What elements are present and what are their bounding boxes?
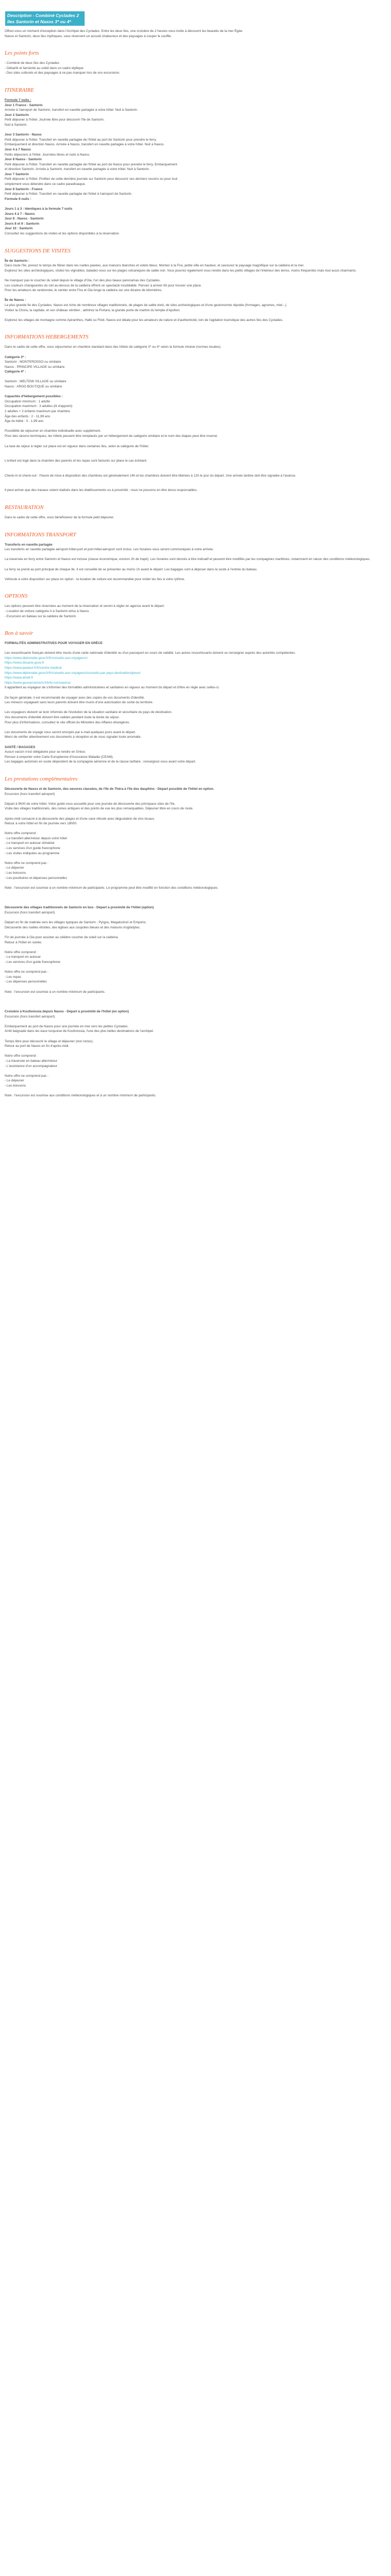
- bonavoir-link[interactable]: https://www.ameli.fr: [5, 676, 34, 680]
- bonavoir-link[interactable]: https://www.gouvernement.fr/info-coronavirus: [5, 681, 71, 685]
- bonavoir-heading: Bon à savoir: [5, 630, 34, 637]
- bonavoir-text: Les documents de voyage vous seront envoyés par e-mail quelques jours avant le départ.: [5, 730, 136, 734]
- suggestions: [5, 259, 384, 323]
- prestations-croisiere: [5, 1009, 384, 1098]
- itinerary-days-line: Jours 1 à 3 : Identiques à la formule 7 nuits: [5, 207, 73, 211]
- intro-line: Offrez-vous un moment d'exception dans l'Archipel des Cyclades. Entre les deux îles, une croisière de 2 heures vous invite à découvrir les beautés de la mer Égée.: [5, 29, 243, 33]
- excluded-head: Notre offre ne comprend pas :: [5, 861, 48, 865]
- hotels-line: Pour des raisons techniques, les hôtels peuvent être remplacés par un hébergement de catégorie similaire et le nom des étapes peut être inversé.: [5, 434, 218, 438]
- croisiere-text: Arrêt baignade dans les eaux turquoise de Koufonissia, l'une des plus belles destinations de l'archipel.: [5, 1029, 154, 1033]
- list-item: - Combiné de deux îles des Cyclades: [5, 61, 59, 65]
- intro-line: Naxos et Santorin, deux îles mythiques, vous réservent un accueil chaleureux et des paysages à couper le souffle.: [5, 34, 172, 38]
- itinerary-days-line: Jours 8 et 9 : Santorin: [5, 222, 40, 226]
- included-item: - Les services d'un guide francophone: [5, 846, 60, 851]
- included-item: - Le transport en autocar: [5, 955, 41, 959]
- hotels-line: Capacités d'hébergement possibles :: [5, 395, 63, 399]
- itinerary-days-line: Jour 8 Santorin - France: [5, 187, 43, 191]
- excluded-item: - Le déjeuner: [5, 866, 24, 870]
- excluded-item: - Les dépenses personnelles: [5, 980, 47, 984]
- points-list: [5, 61, 384, 76]
- prestations-sub: Excursion (hors transfert aéroport): [5, 792, 55, 796]
- included-item: - Le transport en autocar climatisé: [5, 841, 55, 845]
- intro: [5, 29, 384, 39]
- hotels-line: Dans le cadre de cette offre, vous séjournerez en chambre standard dans des hôtels de catégorie 3* ou 4* selon la formule choisie (normes locales).: [5, 345, 222, 349]
- suggestions-line: Ne manquez pas le coucher du soleil depuis le village d'Oia, l'un des plus beaux panoramas des Cyclades.: [5, 278, 161, 282]
- hotels-line: Occupation maximum : 3 adultes (lit d'appoint): [5, 404, 73, 409]
- transport-text: Véhicule à votre disposition sur place en option : la location de voiture est recommandée pour visiter les îles à votre rythme.: [5, 577, 185, 581]
- bonavoir-link[interactable]: https://www.diplomatie.gouv.fr/fr/conseils-aux-voyageurs/: [5, 656, 88, 660]
- itinerary-days-line: Jour 2 Santorin: [5, 113, 29, 117]
- hotels-notes: [5, 444, 384, 493]
- croisiere-note: Note : l'excursion est soumise aux conditions météorologiques et à un nombre minimum de participants.: [5, 1094, 156, 1098]
- list-item: - Débarfé et farniente au soleil dans un cadre idyllique: [5, 66, 84, 70]
- itinerary-days-line: Jour 1 France - Santorin: [5, 103, 43, 107]
- content: [0, 29, 384, 1098]
- itinerary-days-line: Petit déjeuner à l'hôtel. Profitez de cette dernière journée sur Santorin pour découvrir ses derniers recoins ou pour tout: [5, 177, 177, 181]
- sunset-text: Fin de journée à Oia pour assister au célèbre coucher de soleil sur la caldeira.: [5, 935, 119, 939]
- excluded-item: - Les repas: [5, 975, 21, 979]
- itinerary-days-line: Jour 10 : Santorin: [5, 227, 33, 231]
- hotels-line: Catégorie 4* :: [5, 370, 26, 374]
- bonavoir-text: De façon générale, il est recommandé de voyager avec des copies de vos documents d'identité.: [5, 696, 145, 700]
- itinerary-days-line: Jour 3 Santorin - Naxos: [5, 133, 42, 137]
- croisiere-text: Retour au port de Naxos en fin d'après-midi.: [5, 1044, 70, 1048]
- excluded-item: - Les pourboires et dépenses personnelles: [5, 876, 67, 880]
- prestations-text: Visite des villages traditionnels, des ruines antiques et des points de vue les plus remarquables. Déjeuner libre en cours de route.: [5, 807, 193, 811]
- itinerary-days-line: Petit déjeuner à l'hôtel. Transfert en navette partagée de l'hôtel à l'aéroport de Santorin.: [5, 192, 133, 196]
- bonavoir-text: Vos documents d'identité doivent être valides pendant toute la durée du séjour.: [5, 716, 120, 719]
- excluded-head: Notre offre ne comprend pas :: [5, 970, 48, 974]
- options-text: Les options peuvent être réservées au moment de la réservation et seront à régler en agence avant le départ.: [5, 604, 165, 608]
- hotels-line: 2 adultes + 2 enfants maximum par chambre: [5, 410, 70, 414]
- suggestions-line: Explorez les sites archéologiques, visitez les vignobles, baladez-vous sur les plages volcaniques de sable noir. Vous pourrez également vous rendre dans les petits villages de l'intérieur des terres, moins fréquentés mais tout aussi charmants.: [5, 268, 357, 273]
- hotels-line: Santorin : MONTEROSSO ou similaire: [5, 360, 61, 364]
- sunset-text: Départ en fin de matinée vers les villages typiques de Santorin : Pyrgos, Megalochori et Emporio.: [5, 921, 146, 925]
- transport-subtitle: Transferts en navette partagée: [5, 543, 53, 547]
- itinerary-days-line: Jour 8 Naxos - Santorin: [5, 158, 42, 162]
- bonavoir-link[interactable]: https://www.douane.gouv.fr: [5, 661, 44, 665]
- included-head: Notre offre comprend :: [5, 950, 38, 954]
- sunset-note: Note : l'excursion est soumise à un nombre minimum de participants.: [5, 990, 106, 994]
- croisiere-text: Temps libre pour découvrir le village et déjeuner (non inclus).: [5, 1039, 94, 1043]
- included-item: - Les services d'un guide francophone: [5, 960, 60, 964]
- bonavoir: [5, 641, 384, 765]
- excluded-item: - Le déjeuner: [5, 1079, 24, 1083]
- included-head: Notre offre comprend :: [5, 1054, 38, 1058]
- itinerary-days: [5, 103, 384, 236]
- page-banner: Description - Combiné Cyclades 2 îles Santorin et Naxos 3* ou 4*: [5, 11, 85, 26]
- hotels-line: Santorin : MELTEMI VILLAGE ou similaire: [5, 380, 67, 384]
- excluded-item: - Les boissons: [5, 871, 26, 875]
- restauration: [5, 515, 384, 520]
- hotels-line: Possibilité de séjourner en chambre individuelle avec supplément.: [5, 429, 101, 433]
- itinerary: [5, 98, 384, 236]
- itinerary-days-line: simplement vous détendre dans ce cadre paradisiaque.: [5, 182, 86, 187]
- itinerary-days-line: Petits déjeuners à l'hôtel. Journées libres et nuits à Naxos.: [5, 152, 90, 157]
- bonavoir-text: Les voyageurs doivent se tenir informés de l'évolution de la situation sanitaire et sécuritaire du pays de destination.: [5, 710, 172, 715]
- prestations-text: Retour à votre hôtel en fin de journée vers 18h00.: [5, 822, 77, 826]
- list-item: - Des sites culturels et des paysages à ne pas manquer lors de vos excursions: [5, 71, 120, 75]
- bonavoir-sante-text: Pensez à emporter votre Carte Européenne d'Assurance Maladie (CEAM).: [5, 755, 114, 759]
- options-heading: OPTIONS: [5, 593, 28, 600]
- prestations-title: Découverte de Naxos et de Santorin, des oeuvres classées, de l'île de Théra à l'île des dauphins - Départ possible de l'hôtel en option.: [5, 787, 215, 791]
- itinerary-days-line: Petit déjeuner à l'hôtel. Journée libre pour découvrir l'île de Santorin.: [5, 118, 105, 122]
- suggestions-line: Île de Naxos :: [5, 298, 26, 302]
- hotels-taxe: La taxe de séjour à régler sur place est en vigueur dans certaines îles, selon la catégorie de l'hôtel.: [5, 444, 149, 448]
- hotels-travaux: Il peut arriver que des travaux soient réalisés dans les établissements ou à proximité ; nous ne pouvons en être tenus responsables.: [5, 488, 198, 493]
- bonavoir-text: Pour plus d'informations, consultez le site officiel du Ministère des Affaires étrangères.: [5, 720, 130, 724]
- itinerary-label: Formule 7 nuits :: [5, 98, 31, 102]
- suggestions-line: Île de Santorin :: [5, 259, 29, 263]
- restauration-text: Dans le cadre de cette offre, vous bénéficierez de la formule petit déjeuner.: [5, 515, 115, 519]
- transport-heading: INFORMATIONS TRANSPORT: [5, 531, 76, 538]
- sunset-text: Découverte des ruelles étroites, des églises aux coupoles bleues et des maisons troglodytes.: [5, 925, 141, 929]
- itinerary-heading: ITINERAIRE: [5, 87, 34, 93]
- croisiere-text: Embarquement au port de Naxos pour une journée en mer vers les petites Cyclades.: [5, 1024, 129, 1028]
- itinerary-days-line: Nuit à Santorin.: [5, 123, 28, 127]
- suggestions-heading: SUGGESTIONS DE VISITES: [5, 247, 71, 254]
- excluded-item: - Les boissons: [5, 1084, 26, 1088]
- itinerary-days-line: Arrivée à l'aéroport de Santorin, transfert en navette partagée à votre hôtel. Nuit à Santorin.: [5, 108, 138, 112]
- sunset-title: Découverte des villages traditionnels de Santorin en bus - Départ à proximité de l'hôtel (option): [5, 906, 154, 910]
- itinerary-days-line: Jours 4 à 7 : Naxos: [5, 212, 35, 216]
- bonavoir-text: Il appartient au voyageur de s'informer des formalités administratives et sanitaires en vigueur au moment du départ et d'être en règle avec celles-ci.: [5, 686, 220, 690]
- hotels-check: Check-in et check-out : l'heure de mise à disposition des chambres est généralement 14h et les chambres doivent être libérées à 12h le jour du départ. Une arrivée tardive doit être signalée à l'avance.: [5, 473, 297, 478]
- suggestions-line: Explorez les villages de montagne comme Apiranthos, Halki ou Filoti. Naxos est idéale pour les amateurs de nature et d'authenticité, loin de l'agitation touristique des autres îles des Cyclades.: [5, 318, 283, 322]
- options-text: - Location de voiture catégorie A à Santorin et/ou à Naxos: [5, 609, 89, 613]
- included-item: - Les visites indiquées au programme: [5, 851, 60, 855]
- bonavoir-link[interactable]: https://www.diplomatie.gouv.fr/fr/conseils-aux-voyageurs/conseils-par-pays-destination/grece/: [5, 671, 141, 675]
- options-text: - Excursion en bateau sur la caldeira de Santorin: [5, 614, 76, 618]
- bonavoir-text: Les ressortissants français doivent être munis d'une carte nationale d'identité ou d'un passeport en cours de validité. Les autres ressortissants doivent se renseigner auprès des autorités compétentes.: [5, 651, 296, 655]
- bonavoir-head: FORMALITÉS ADMINISTRATIVES POUR VOYAGER EN GRÈCE: [5, 641, 103, 646]
- hotels: [5, 345, 384, 438]
- hotels-line: Naxos : PRINCIPE VILLAGE ou similaire: [5, 365, 65, 369]
- bonavoir-sante-head: SANTÉ / BAGAGES: [5, 745, 36, 749]
- hotels-line: Âge du bébé : 0 - 1,99 ans: [5, 419, 44, 423]
- sunset-sub: Excursion (hors transfert aéroport): [5, 911, 55, 914]
- hotels-line: Âge des enfants : 2 - 11,99 ans: [5, 414, 51, 418]
- itinerary-days-line: Formule 9 nuits :: [5, 197, 31, 201]
- points-heading: Les points forts: [5, 50, 39, 57]
- restauration-heading: RESTAURATION: [5, 504, 44, 511]
- itinerary-days-line: Embarquement et direction Naxos. Arrivée à Naxos, transfert en navette partagée à votre hôtel. Nuit à Naxos.: [5, 143, 165, 147]
- itinerary-days-line: Jour 7 Santorin: [5, 172, 29, 176]
- prestations-santorin: [5, 905, 384, 994]
- included-item: - La traversée en bateau aller/retour: [5, 1059, 57, 1063]
- itinerary-days-line: Jour 4 à 7 Naxos: [5, 147, 31, 151]
- included-item: - L'assistance d'un accompagnateur: [5, 1064, 57, 1068]
- prestations-text: Après-midi consacré à la découverte des plages et d'une cave viticole avec dégustation de vins locaux.: [5, 817, 155, 821]
- hotels-line: Catégorie 3* :: [5, 355, 26, 359]
- suggestions-line: La plus grande île des Cyclades, Naxos est riche de nombreux villages traditionnels, de plages de sable doré, de sites archéologiques et d'une gastronomie réputée (fromages, agrumes, miel...).: [5, 303, 287, 307]
- suggestions-line: Pour les amateurs de randonnée, le sentier entre Fira et Oia longe la caldeira sur une dizaine de kilomètres.: [5, 289, 162, 293]
- hotels-note: L'enfant est logé dans la chambre des parents et les repas sont facturés sur place le cas échéant.: [5, 459, 148, 463]
- suggestions-line: Les couleurs changeantes du ciel au-dessus de la caldeira offrent un spectacle inoubliable. Pensez à arriver tôt pour trouver une place.: [5, 283, 202, 287]
- page: [0, 11, 391, 1114]
- transport-text: La traversée en ferry entre Santorin et Naxos est incluse (classe économique, environ 2h de trajet). Les horaires sont donnés à titre indicatif et peuvent être modifiés par les compagnies maritimes, notamment en raison des conditions météorologiques.: [5, 557, 371, 562]
- suggestions-line: Dans toute l'île, prenez le temps de flâner dans les ruelles pavées, aux maisons blanches et volets bleus. Montez à la Fira, petite ville en hauteur, et savourez le paysage magnifique sur la caldeira et la mer.: [5, 264, 304, 268]
- transport: [5, 543, 384, 582]
- hotels-line: Naxos : ARGO BOUTIQUE ou similaire: [5, 385, 62, 389]
- bonavoir-text: Les mineurs voyageant sans leurs parents doivent être munis d'une autorisation de sortie du territoire.: [5, 701, 154, 705]
- sunset-text: Retour à l'hôtel en soirée.: [5, 940, 42, 944]
- bonavoir-sante-text: Aucun vaccin n'est obligatoire pour se rendre en Grèce.: [5, 750, 86, 754]
- prestations-text: Départ à 9h00 de votre hôtel. Votre guide vous accueille pour une journée de découverte des principaux sites de l'île.: [5, 802, 175, 806]
- included-item: - Le transfert aller/retour depuis votre hôtel: [5, 836, 67, 840]
- prestations-naxos: [5, 787, 384, 890]
- hotels-line: Occupation minimum : 1 adulte: [5, 399, 51, 403]
- hotels-heading: INFORMATIONS HEBERGEMENTS: [5, 334, 89, 341]
- transport-text: Le ferry se prend au port principal de chaque île. Il est conseillé de se présenter au moins 1h avant le départ. Les bagages sont à déposer dans la soute à l'entrée du bateau.: [5, 567, 258, 571]
- excluded-head: Notre offre ne comprend pas :: [5, 1074, 48, 1078]
- prestations-note: Note : l'excursion est soumise à un nombre minimum de participants. Le programme peut être modifié en fonction des conditions météorologiques.: [5, 886, 219, 890]
- bonavoir-sante-text: Les bagages autorisés en soute dépendent de la compagnie aérienne et de la classe tarifaire ; renseignez-vous avant votre départ.: [5, 760, 196, 764]
- itinerary-days-line: Consultez les suggestions de visites et les options disponibles à la réservation.: [5, 232, 120, 235]
- itinerary-days-line: et direction Santorin. Arrivée à Santorin, transfert en navette partagée à votre hôtel. Nuit à Santorin.: [5, 167, 150, 172]
- itinerary-days-line: Jour 8 : Naxos - Santorin: [5, 217, 44, 221]
- options: [5, 604, 384, 619]
- suggestions-line: Visitez la Chora, la capitale, et son château vénitien ; admirez la Portara, la grande porte de marbre du temple d'Apollon.: [5, 308, 181, 312]
- bonavoir-text: Merci de vérifier attentivement vos documents à réception et de nous signaler toute anomalie.: [5, 735, 141, 739]
- bonavoir-link[interactable]: https://www.pasteur.fr/fr/centre-medical: [5, 666, 62, 670]
- included-head: Notre offre comprend :: [5, 832, 38, 836]
- transport-text: Les transferts en navette partagée aéroport-hôtel-port et port-hôtel-aéroport sont inclus. Les horaires vous seront communiqués à votre arrivée.: [5, 548, 214, 552]
- croisiere-sub: Excursion (hors transfert aéroport): [5, 1014, 55, 1019]
- itinerary-days-line: Petit déjeuner à l'hôtel. Transfert en navette partagée de l'hôtel au port de Naxos pour prendre le ferry. Embarquement: [5, 162, 177, 166]
- itinerary-days-line: Petit déjeuner à l'hôtel. Transfert en navette partagée de l'hôtel au port de Santorin pour prendre le ferry.: [5, 138, 157, 142]
- croisiere-title: Croisière à Koufonissia depuis Naxos - Départ à proximité de l'hôtel (en option): [5, 1010, 129, 1014]
- prestations-heading: Les prestations complémentaires: [5, 775, 78, 782]
